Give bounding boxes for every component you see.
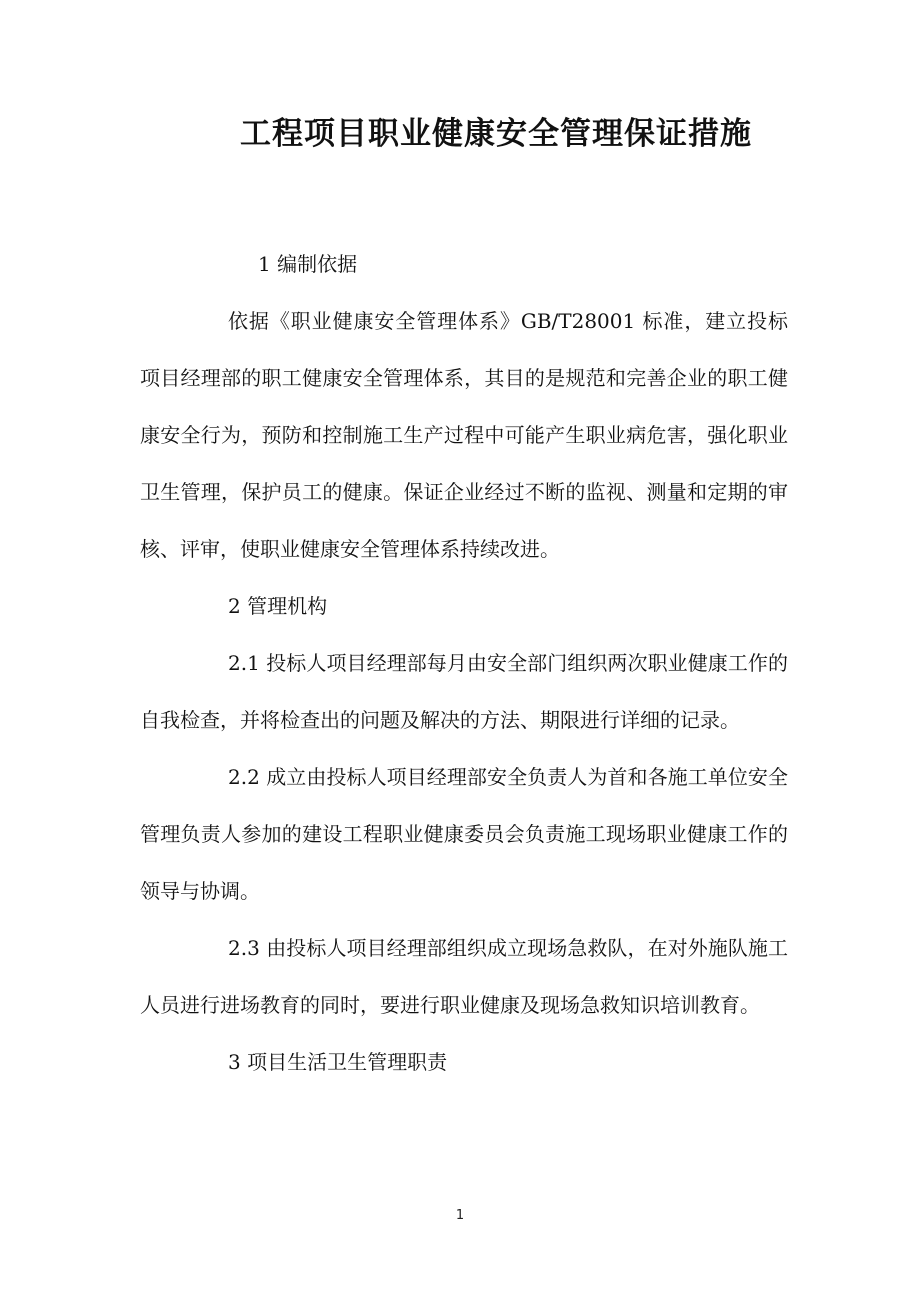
section-heading-3: 3 项目生活卫生管理职责	[228, 1050, 448, 1074]
paragraph-2-2: 2.2 成立由投标人项目经理部安全负责人为首和各施工单位安全管理负责人参加的建设工程职业健康委员会负责施工现场职业健康工作的领导与协调。	[140, 765, 788, 903]
paragraph-2-1: 2.1 投标人项目经理部每月由安全部门组织两次职业健康工作的自我检查，并将检查出的问题及解决的方法、期限进行详细的记录。	[140, 651, 788, 732]
document-body	[140, 236, 788, 1091]
paragraph-basis: 依据《职业健康安全管理体系》GB/T28001 标准，建立投标项目经理部的职工健康安全管理体系，其目的是规范和完善企业的职工健康安全行为，预防和控制施工生产过程中可能产生职业病危害，强化职业卫生管理，保护员工的健康。保证企业经过不断的监视、测量和定期的审核、评审，使职业健康安全管理体系持续改进。	[140, 309, 788, 561]
section-heading-1: 1 编制依据	[258, 252, 358, 276]
paragraph-2-3: 2.3 由投标人项目经理部组织成立现场急救队，在对外施队施工人员进行进场教育的同时，要进行职业健康及现场急救知识培训教育。	[140, 936, 788, 1017]
section-heading-2: 2 管理机构	[228, 594, 328, 618]
page-number: 1	[455, 1208, 465, 1223]
document-title: 工程项目职业健康安全管理保证措施	[240, 116, 752, 152]
